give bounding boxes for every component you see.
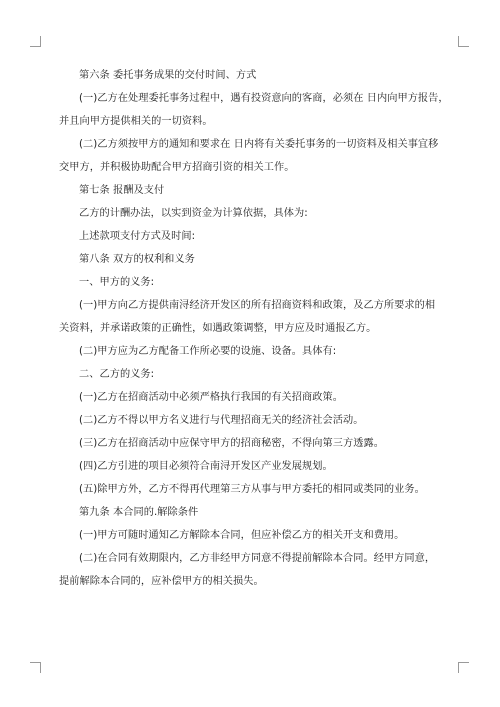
text-line: (二)甲方应为乙方配备工作所必要的设施、设备。具体有: <box>79 346 337 357</box>
text-line: (一)甲方向乙方提供南浔经济开发区的所有招商资料和政策，及乙方所要求的相 <box>79 300 436 311</box>
text-line: 上述款项支付方式及时间: <box>79 231 196 242</box>
text-line: (一)乙方在处理委托事务过程中，遇有投资意向的客商，必须在 日内向甲方报告， <box>79 93 449 104</box>
crop-mark-top-right <box>458 36 469 47</box>
text-line: (一)甲方可随时通知乙方解除本合同，但应补偿乙方的相关开支和费用。 <box>79 530 405 541</box>
text-line: 一、甲方的义务: <box>79 277 155 288</box>
text-line: 第七条 报酬及支付 <box>79 185 165 196</box>
text-line: 第八条 双方的权利和义务 <box>79 254 195 265</box>
text-line: 提前解除本合同的，应补偿甲方的相关损失。 <box>59 576 264 587</box>
text-line: (五)除甲方外，乙方不得再代理第三方从事与甲方委托的相同或类同的业务。 <box>79 484 425 495</box>
text-line: (三)乙方在招商活动中应保守甲方的招商秘密，不得向第三方透露。 <box>79 438 384 449</box>
text-line: (二)在合同有效期限内，乙方非经甲方同意不得提前解除本合同。经甲方同意， <box>79 553 436 564</box>
document-body <box>59 64 449 593</box>
crop-mark-bottom-left <box>30 662 41 673</box>
text-line: (一)乙方在招商活动中必须严格执行我国的有关招商政策。 <box>79 392 343 403</box>
text-line: 第六条 委托事务成果的交付时间、方式 <box>79 70 257 81</box>
text-line: 关资料，并承诺政策的正确性，如遇政策调整，甲方应及时通报乙方。 <box>59 323 377 334</box>
crop-mark-top-left <box>30 36 41 47</box>
text-line: (四)乙方引进的项目必须符合南浔开发区产业发展规划。 <box>79 461 333 472</box>
text-line: (二)乙方不得以甲方名义进行与代理招商无关的经济社会活动。 <box>79 415 364 426</box>
text-line: 二、乙方的义务: <box>79 369 155 380</box>
crop-mark-bottom-right <box>458 662 469 673</box>
text-line: 并且向甲方提供相关的一切资料。 <box>59 116 213 127</box>
text-line: 交甲方，并积极协助配合甲方招商引资的相关工作。 <box>59 162 295 173</box>
text-line: (二)乙方须按甲方的通知和要求在 日内将有关委托事务的一切资料及相关事宜移 <box>79 139 439 150</box>
text-line: 第九条 本合同的.解除条件 <box>79 507 199 518</box>
text-line: 乙方的计酬办法，以实到资金为计算依据，具体为: <box>79 208 308 219</box>
